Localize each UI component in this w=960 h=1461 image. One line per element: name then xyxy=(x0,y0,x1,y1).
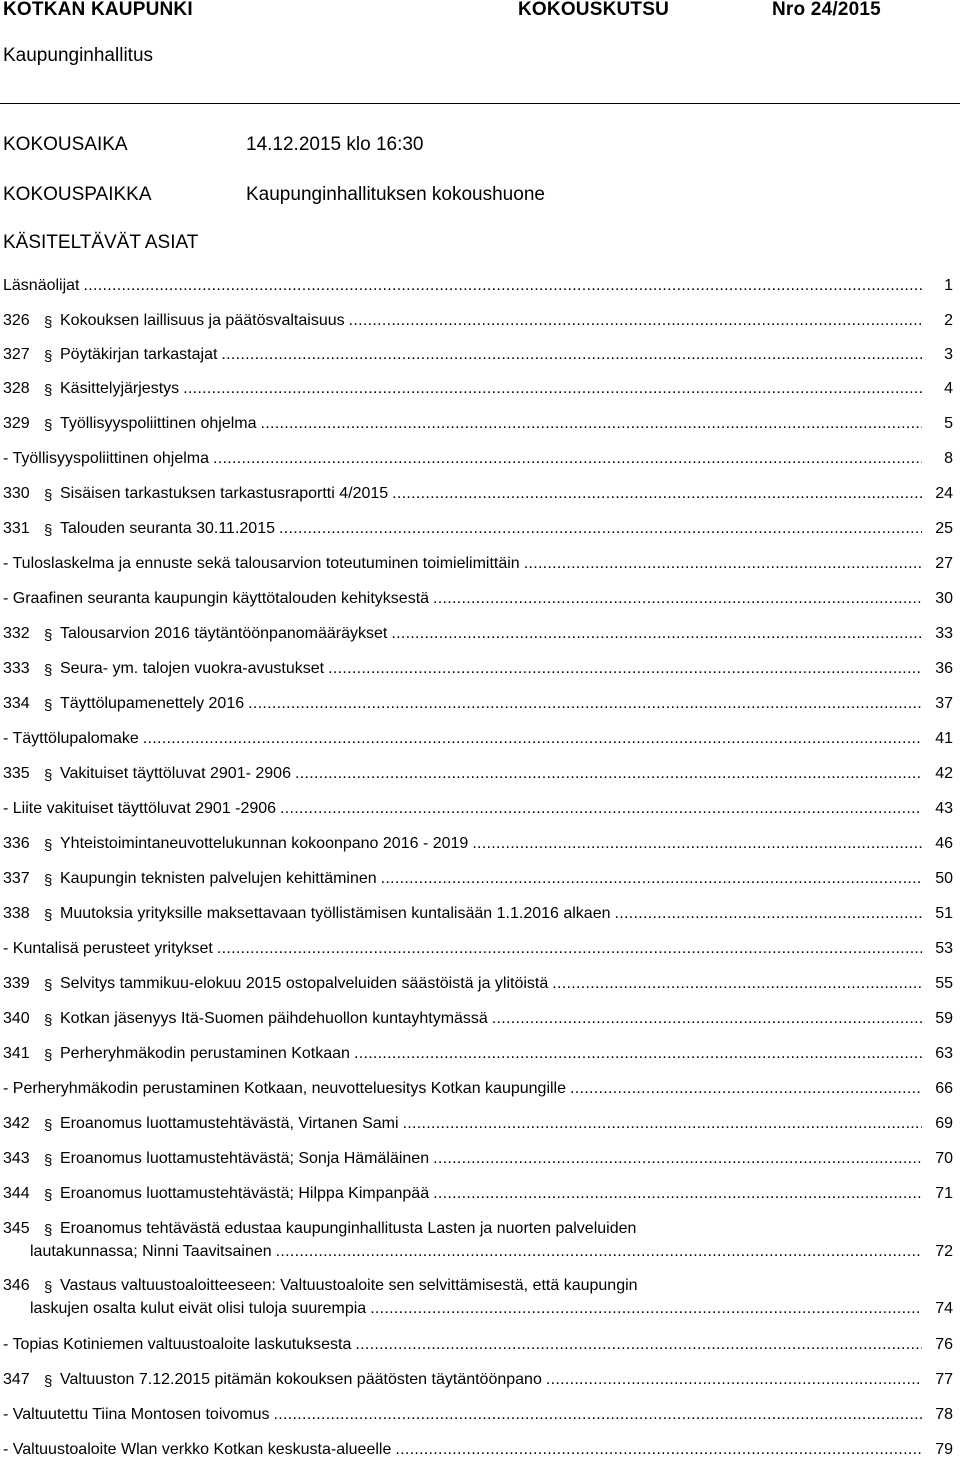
item-title-leader: Eroanomus luottamustehtävästä, Virtanen Sami ..... xyxy=(60,1114,922,1134)
page-number: 8 xyxy=(944,450,953,467)
item-title-leader: lautakunnassa; Ninni Taavitsainen ..... xyxy=(30,1242,922,1262)
item-number: 347 xyxy=(3,1371,30,1388)
page-number: 36 xyxy=(935,660,953,677)
page-number: 24 xyxy=(935,485,953,502)
section-sign: § xyxy=(44,348,53,365)
section-sign: § xyxy=(44,417,53,434)
item-title-leader: - Liite vakituiset täyttöluvat 2901 -2906 ..... xyxy=(3,799,922,819)
page-number: 71 xyxy=(935,1185,953,1202)
page-number: 76 xyxy=(935,1336,953,1353)
item-title-leader: Seura- ym. talojen vuokra-avustukset ..... xyxy=(60,659,922,679)
item-title-leader: Perheryhmäkodin perustaminen Kotkaan ..... xyxy=(60,1044,922,1064)
section-sign: § xyxy=(44,662,53,679)
item-title-leader: - Täyttölupalomake ..... xyxy=(3,729,922,749)
item-number: 334 xyxy=(3,695,30,712)
item-number: 337 xyxy=(3,870,30,887)
page-number: 69 xyxy=(935,1115,953,1132)
item-number: 338 xyxy=(3,905,30,922)
page-number: 46 xyxy=(935,835,953,852)
page-number: 55 xyxy=(935,975,953,992)
section-sign: § xyxy=(44,872,53,889)
item-title-leader: - Graafinen seuranta kaupungin käyttötalouden kehityksestä ..... xyxy=(3,589,922,609)
item-title-leader: Valtuuston 7.12.2015 pitämän kokouksen päätösten täytäntöönpano ..... xyxy=(60,1370,922,1390)
item-title-leader: Eroanomus luottamustehtävästä; Hilppa Kimpanpää ..... xyxy=(60,1184,922,1204)
section-sign: § xyxy=(44,1117,53,1134)
item-title-leader: Selvitys tammikuu-elokuu 2015 ostopalveluiden säästöistä ja ylitöistä ..... xyxy=(60,974,922,994)
page-number: 74 xyxy=(935,1300,953,1317)
document-type: KOKOUSKUTSU xyxy=(518,0,670,20)
page-number: 78 xyxy=(935,1406,953,1423)
section-sign: § xyxy=(44,1152,53,1169)
page-number: 37 xyxy=(935,695,953,712)
item-title-leader: Talouden seuranta 30.11.2015 ..... xyxy=(60,519,922,539)
item-title-leader: - Topias Kotiniemen valtuustoaloite laskutuksesta ..... xyxy=(3,1335,922,1355)
section-sign: § xyxy=(44,1279,53,1296)
page-number: 30 xyxy=(935,590,953,607)
page-number: 3 xyxy=(944,346,953,363)
document-number: Nro 24/2015 xyxy=(772,0,881,20)
page-number: 25 xyxy=(935,520,953,537)
page-number: 2 xyxy=(944,312,953,329)
page-number: 53 xyxy=(935,940,953,957)
section-sign: § xyxy=(44,382,53,399)
item-number: 330 xyxy=(3,485,30,502)
item-title-leader: Talousarvion 2016 täytäntöönpanomääräykset ..... xyxy=(60,624,922,644)
item-title-leader: Yhteistoimintaneuvottelukunnan kokoonpano 2016 - 2019 ..... xyxy=(60,834,922,854)
meeting-place-value: Kaupunginhallituksen kokoushuone xyxy=(246,184,545,205)
page-number: 66 xyxy=(935,1080,953,1097)
item-title-leader: Vakituiset täyttöluvat 2901- 2906 ..... xyxy=(60,764,922,784)
item-number: 326 xyxy=(3,312,30,329)
item-number: 328 xyxy=(3,380,30,397)
page-number: 4 xyxy=(944,380,953,397)
page-number: 51 xyxy=(935,905,953,922)
city-name: KOTKAN KAUPUNKI xyxy=(3,0,193,20)
item-title-leader: Täyttölupamenettely 2016 ..... xyxy=(60,694,922,714)
item-title-leader: - Valtuutettu Tiina Montosen toivomus ..... xyxy=(3,1405,922,1425)
item-number: 342 xyxy=(3,1115,30,1132)
item-number: 331 xyxy=(3,520,30,537)
page-number: 42 xyxy=(935,765,953,782)
item-title: Eroanomus tehtävästä edustaa kaupunginhallitusta Lasten ja nuorten palveluiden xyxy=(60,1220,637,1237)
item-title-leader: Eroanomus luottamustehtävästä; Sonja Hämäläinen ..... xyxy=(60,1149,922,1169)
meeting-time-value: 14.12.2015 klo 16:30 xyxy=(246,134,424,155)
item-title-leader: - Kuntalisä perusteet yritykset ..... xyxy=(3,939,922,959)
section-sign: § xyxy=(44,1222,53,1239)
item-number: 332 xyxy=(3,625,30,642)
item-title-leader: laskujen osalta kulut eivät olisi tuloja suurempia ..... xyxy=(30,1299,922,1319)
section-sign: § xyxy=(44,837,53,854)
organ-name: Kaupunginhallitus xyxy=(3,45,154,66)
item-title: Vastaus valtuustoaloitteeseen: Valtuustoaloite sen selvittämisestä, että kaupungin xyxy=(60,1277,638,1294)
page-number: 1 xyxy=(944,277,953,294)
page-number: 72 xyxy=(935,1243,953,1260)
page-number: 77 xyxy=(935,1371,953,1388)
item-title-leader: Kaupungin teknisten palvelujen kehittäminen ..... xyxy=(60,869,922,889)
item-title-leader: - Valtuustoaloite Wlan verkko Kotkan keskusta-alueelle ..... xyxy=(3,1440,922,1460)
item-number: 339 xyxy=(3,975,30,992)
item-number: 336 xyxy=(3,835,30,852)
item-title-leader: - Työllisyyspoliittinen ohjelma ..... xyxy=(3,449,922,469)
item-title-leader: Kokouksen laillisuus ja päätösvaltaisuus ..... xyxy=(60,311,922,331)
item-title-leader: Läsnäolijat ..... xyxy=(3,276,922,296)
item-number: 343 xyxy=(3,1150,30,1167)
page-number: 59 xyxy=(935,1010,953,1027)
section-sign: § xyxy=(44,767,53,784)
page-number: 63 xyxy=(935,1045,953,1062)
page-number: 33 xyxy=(935,625,953,642)
page-number: 43 xyxy=(935,800,953,817)
item-number: 346 xyxy=(3,1277,30,1294)
item-number: 333 xyxy=(3,660,30,677)
section-sign: § xyxy=(44,627,53,644)
section-sign: § xyxy=(44,1187,53,1204)
page-number: 5 xyxy=(944,415,953,432)
section-sign: § xyxy=(44,1373,53,1390)
section-sign: § xyxy=(44,522,53,539)
section-sign: § xyxy=(44,1012,53,1029)
item-number: 335 xyxy=(3,765,30,782)
item-number: 340 xyxy=(3,1010,30,1027)
item-title-leader: - Tuloslaskelma ja ennuste sekä talousarvion toteutuminen toimielimittäin ..... xyxy=(3,554,922,574)
item-title-leader: Kotkan jäsenyys Itä-Suomen päihdehuollon kuntayhtymässä ..... xyxy=(60,1009,922,1029)
section-sign: § xyxy=(44,487,53,504)
page-number: 41 xyxy=(935,730,953,747)
item-number: 327 xyxy=(3,346,30,363)
item-title-leader: - Perheryhmäkodin perustaminen Kotkaan, neuvotteluesitys Kotkan kaupungille ..... xyxy=(3,1079,922,1099)
meeting-place-label: KOKOUSPAIKKA xyxy=(3,184,152,205)
item-number: 344 xyxy=(3,1185,30,1202)
section-sign: § xyxy=(44,314,53,331)
item-number: 345 xyxy=(3,1220,30,1237)
item-title-leader: Pöytäkirjan tarkastajat ..... xyxy=(60,345,922,365)
agenda-heading: KÄSITELTÄVÄT ASIAT xyxy=(3,232,199,253)
section-sign: § xyxy=(44,977,53,994)
section-sign: § xyxy=(44,697,53,714)
item-number: 341 xyxy=(3,1045,30,1062)
page-number: 70 xyxy=(935,1150,953,1167)
section-sign: § xyxy=(44,907,53,924)
page-number: 50 xyxy=(935,870,953,887)
header-divider xyxy=(0,103,960,104)
item-title-leader: Sisäisen tarkastuksen tarkastusraportti 4/2015 ..... xyxy=(60,484,922,504)
item-title-leader: Käsittelyjärjestys ..... xyxy=(60,379,922,399)
page-number: 79 xyxy=(935,1441,953,1458)
item-title-leader: Muutoksia yrityksille maksettavaan työllistämisen kuntalisään 1.1.2016 alkaen ..... xyxy=(60,904,922,924)
page-number: 27 xyxy=(935,555,953,572)
section-sign: § xyxy=(44,1047,53,1064)
meeting-time-label: KOKOUSAIKA xyxy=(3,134,128,155)
document-header xyxy=(0,0,960,24)
item-title-leader: Työllisyyspoliittinen ohjelma ..... xyxy=(60,414,922,434)
item-number: 329 xyxy=(3,415,30,432)
